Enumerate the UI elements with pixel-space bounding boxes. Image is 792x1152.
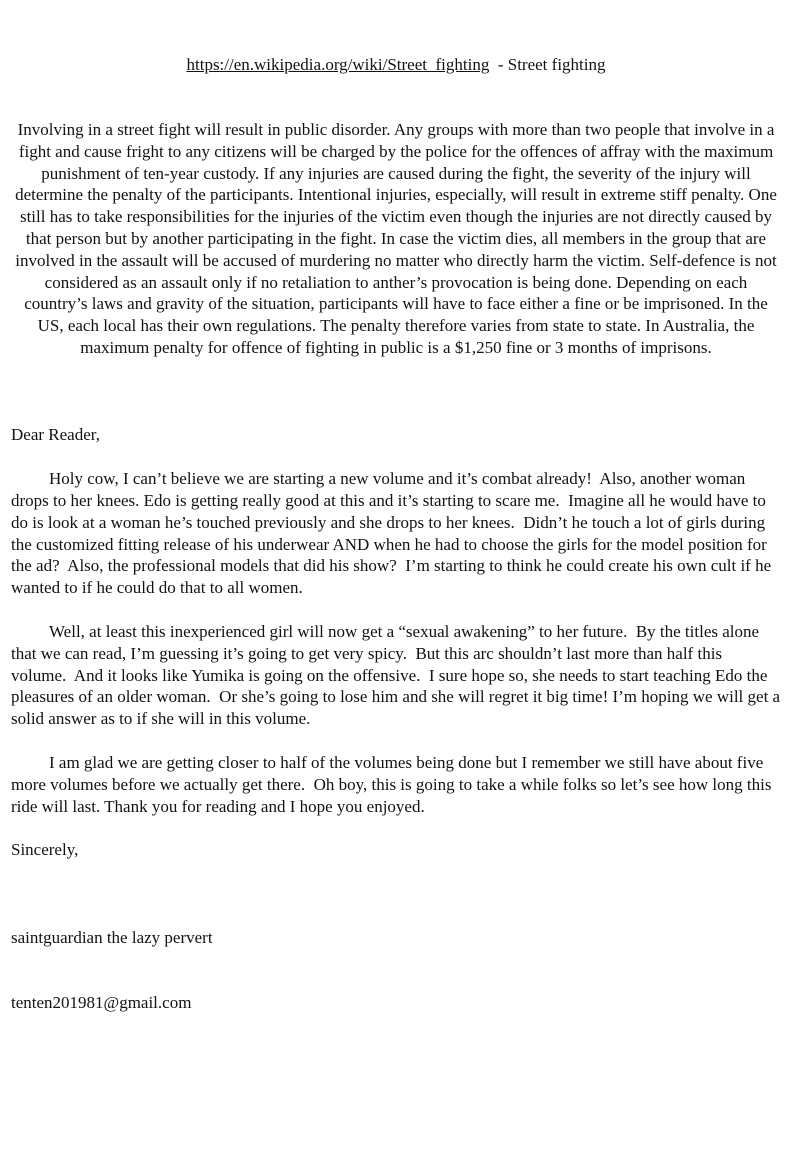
header-separator: - bbox=[489, 54, 508, 74]
letter-salutation: Dear Reader, bbox=[11, 425, 100, 445]
letter-closing: Sincerely, bbox=[11, 840, 79, 860]
letter-paragraph-1: Holy cow, I can’t believe we are starting a new volume and it’s combat already! Also, another woman drops to her knees. Edo is getting really good at this and it’s starting to scare me. Imagine all he would have to do is look at a woman he’s touched previously and she drops to her knees. Didn’t he touch a lot of girls during the customized fitting release of his underwear AND when he had to choose the girls for the model position for the ad? Also, the professional models that did his show? I’m starting to think he could create his own cult if he wanted to if he could do that to all women. bbox=[11, 469, 776, 598]
signature-block bbox=[11, 883, 781, 1057]
header-title: Street fighting bbox=[507, 54, 606, 74]
letter-paragraph-2: Well, at least this inexperienced girl will now get a “sexual awakening” to her future. By the titles alone that we can read, I’m guessing it’s going to get very spicy. But this arc shouldn’t last more than half this volume. And it looks like Yumika is going on the offensive. I sure hope so, she needs to start teaching Edo the pleasures of an older woman. Or she’s going to lose him and she will regret it big time! I’m hoping we will get a solid answer as to if she will in this volume. bbox=[11, 621, 785, 729]
letter-paragraph-3: I am glad we are getting closer to half of the volumes being done but I remember we still have about five more volumes before we actually get there. Oh boy, this is going to take a while folks so let’s see how long this ride will last. Thank you for reading and I hope you enjoyed. bbox=[11, 752, 776, 816]
document-header bbox=[11, 10, 781, 402]
intro-paragraph: Involving in a street fight will result in public disorder. Any groups with more than two people that involve in a fight and cause fright to any citizens will be charged by the police for the offences of affray with the maximum punishment of ten-year custody. If any injuries are caused during the fight, the severity of the injury will determine the penalty of the participants. Intentional injuries, especially, will result in extreme stiff penalty. One still has to take responsibilities for the injuries of the victim even though the injuries are not directly caused by that person but by another participating in the fight. In case the victim dies, all members in the group that are involved in the assault will be accused of murdering no matter who directly harm the victim. Self-defence is not considered as an assault only if no retaliation to anther’s provocation is being done. Depending on each country’s laws and gravity of the situation, participants will have to face either a fine or be imprisoned. In the US, each local has their own regulations. The penalty therefore varies from state to state. In Australia, the maximum penalty for offence of fighting in public is a $1,250 fine or 3 months of imprisons. bbox=[15, 119, 782, 357]
signature-name: saintguardian the lazy pervert bbox=[11, 927, 213, 947]
wikipedia-url-link[interactable]: https://en.wikipedia.org/wiki/Street_fighting bbox=[186, 54, 490, 74]
header-title-line bbox=[11, 54, 781, 76]
signature-email: tenten201981@gmail.com bbox=[11, 993, 192, 1013]
